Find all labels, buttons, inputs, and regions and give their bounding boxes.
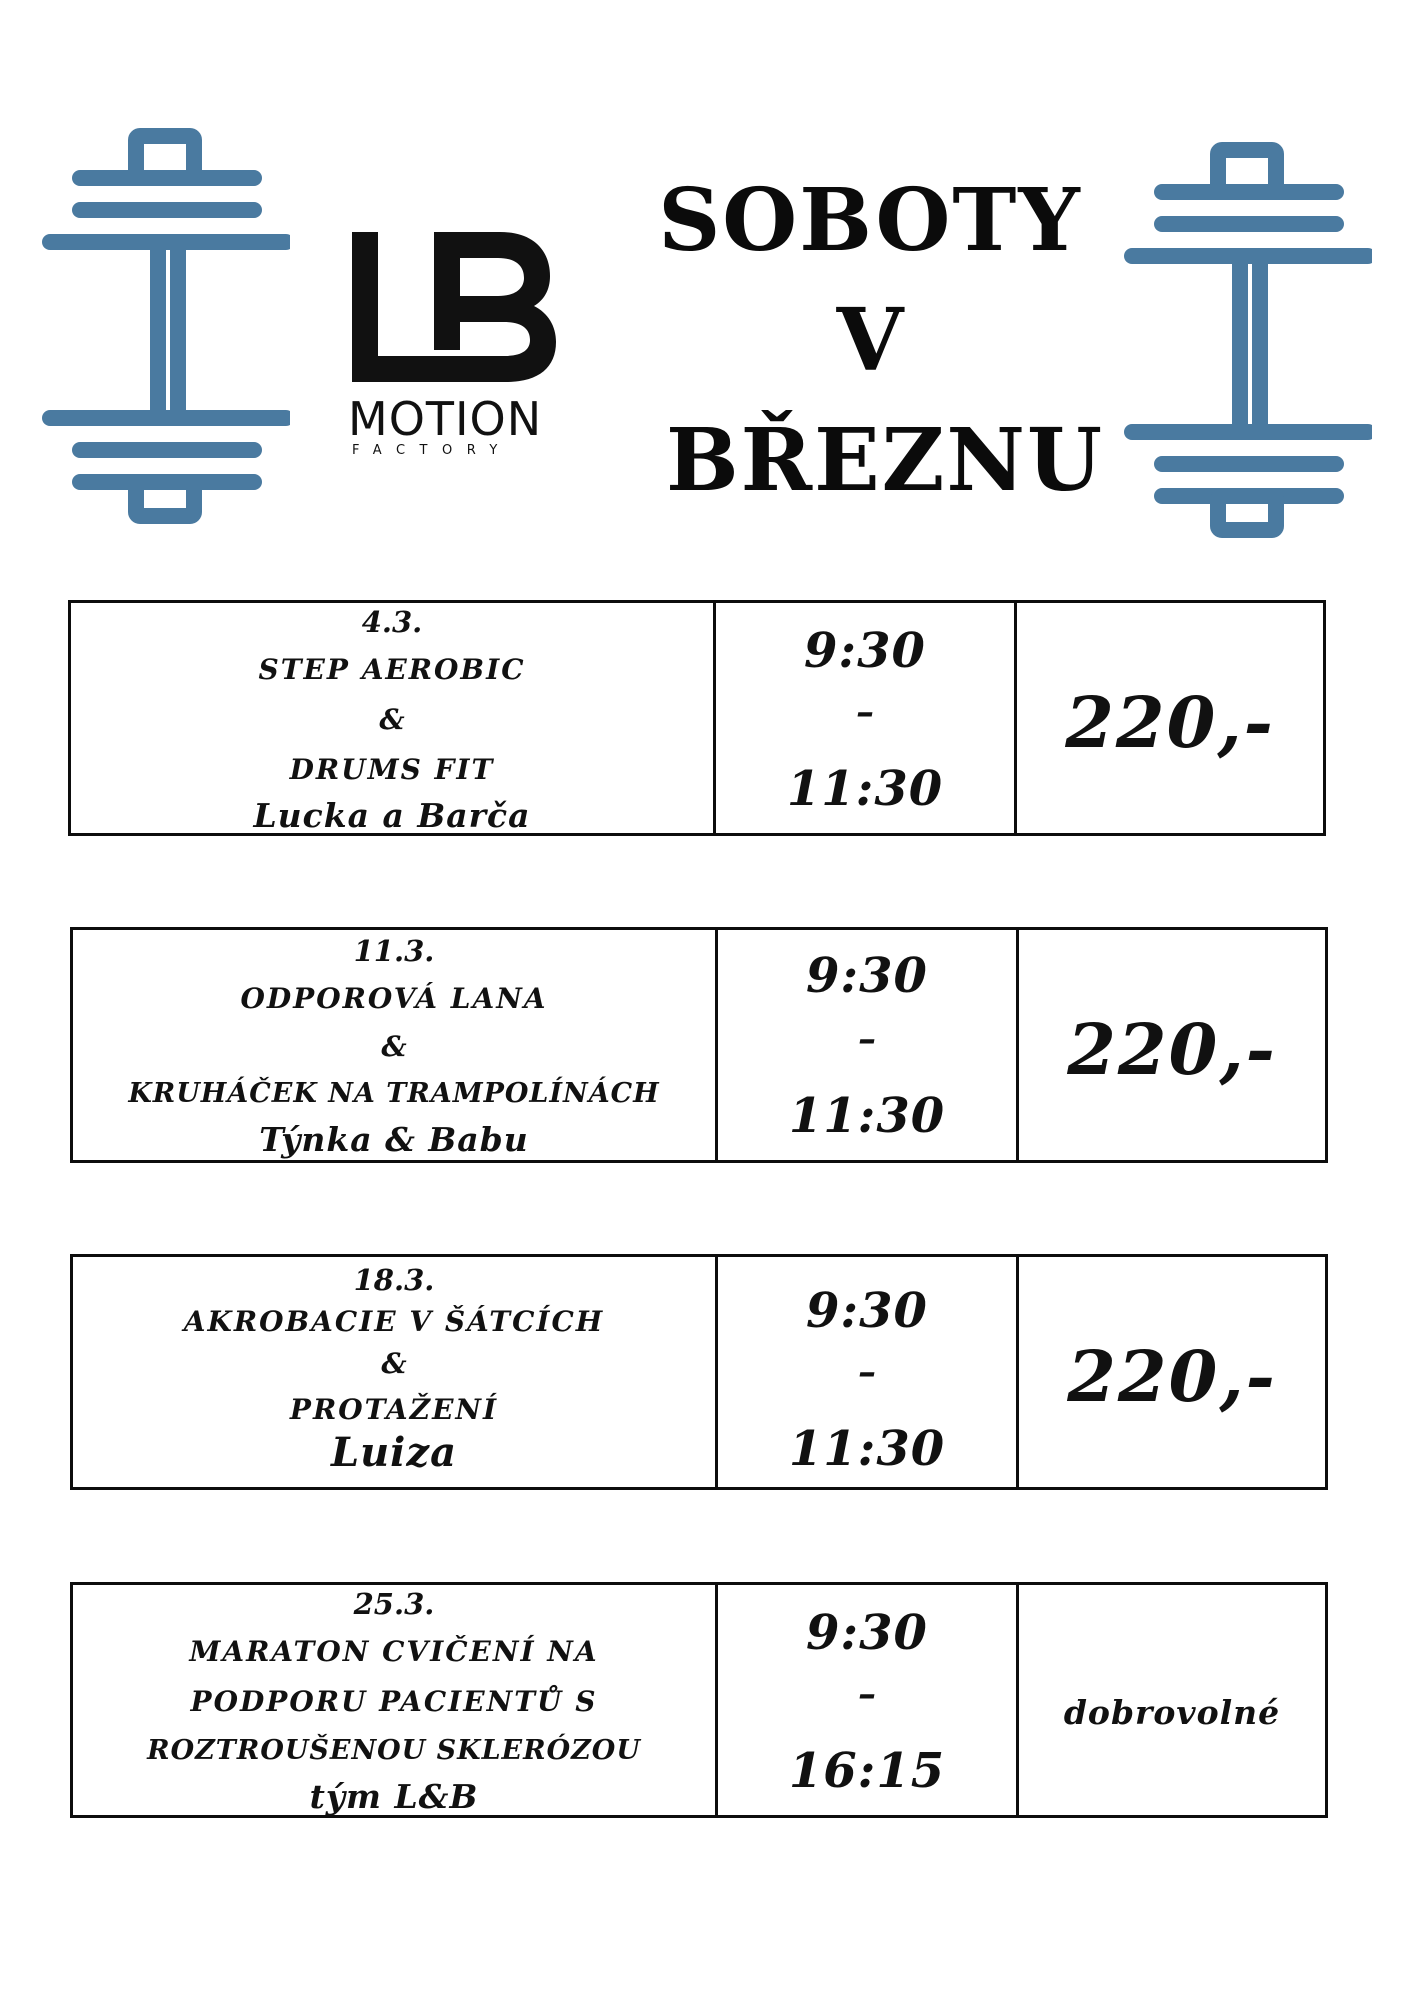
event-title: ROZTROUŠENOU SKLERÓZOU <box>147 1735 641 1766</box>
event-date: 11.3. <box>353 934 435 968</box>
event-price: 220,- <box>1067 1008 1277 1091</box>
dumbbell-right-icon <box>1122 142 1372 542</box>
event-trainer: Lucka a Barča <box>253 796 531 835</box>
event-row <box>70 1254 1328 1490</box>
event-row <box>70 1582 1328 1818</box>
event-end-time: 11:30 <box>788 1421 946 1477</box>
event-end-time: 11:30 <box>786 761 944 817</box>
event-date: 25.3. <box>353 1587 435 1621</box>
lb-motion-factory-logo <box>350 230 560 460</box>
event-row <box>68 600 1326 836</box>
event-title: MARATON CVIČENÍ NA <box>189 1635 599 1668</box>
event-trainer: Týnka & Babu <box>259 1120 529 1159</box>
event-title: & <box>381 1347 407 1380</box>
event-title: PROTAŽENÍ <box>289 1393 499 1426</box>
event-date: 4.3. <box>361 605 423 639</box>
event-info-cell <box>73 930 718 1160</box>
event-title: & <box>381 1030 407 1063</box>
event-price-cell <box>1019 1257 1325 1487</box>
logo-motion-text: MOTION <box>348 392 543 446</box>
event-title: AKROBACIE V ŠÁTCÍCH <box>183 1305 605 1338</box>
event-time-cell <box>718 930 1019 1160</box>
event-time-dash: – <box>858 1673 876 1715</box>
event-price-cell <box>1019 930 1325 1160</box>
event-end-time: 16:15 <box>788 1743 946 1799</box>
event-start-time: 9:30 <box>806 1605 928 1661</box>
logo-factory-text: FACTORY <box>352 443 512 458</box>
headline-line-1: SOBOTY <box>658 170 1082 271</box>
event-title: KRUHÁČEK NA TRAMPOLÍNÁCH <box>128 1078 660 1109</box>
event-trainer: tým L&B <box>309 1777 479 1816</box>
event-title: & <box>379 703 405 736</box>
lb-logo-mark <box>350 230 560 385</box>
event-start-time: 9:30 <box>806 1283 928 1339</box>
event-time-dash: – <box>858 1018 876 1060</box>
event-title: PODPORU PACIENTŮ S <box>190 1685 598 1718</box>
headline-line-2: V <box>836 290 904 391</box>
event-date: 18.3. <box>353 1263 435 1297</box>
event-info-cell <box>73 1257 718 1487</box>
event-price: 220,- <box>1067 1335 1277 1418</box>
event-time-cell <box>716 603 1017 833</box>
event-start-time: 9:30 <box>804 623 926 679</box>
event-title: DRUMS FIT <box>289 753 495 786</box>
event-time-cell <box>718 1585 1019 1815</box>
event-row <box>70 927 1328 1163</box>
event-info-cell <box>73 1585 718 1815</box>
event-price-cell <box>1019 1585 1325 1815</box>
headline-line-3: BŘEZNU <box>665 410 1105 511</box>
event-end-time: 11:30 <box>788 1088 946 1144</box>
event-time-dash: – <box>856 691 874 733</box>
event-start-time: 9:30 <box>806 948 928 1004</box>
event-title: ODPOROVÁ LANA <box>240 982 548 1015</box>
event-info-cell <box>71 603 716 833</box>
event-trainer: Luiza <box>330 1429 458 1476</box>
event-price-cell <box>1017 603 1323 833</box>
event-price: 220,- <box>1065 681 1275 764</box>
event-time-cell <box>718 1257 1019 1487</box>
event-price: dobrovolné <box>1063 1693 1281 1732</box>
event-title: STEP AEROBIC <box>258 653 526 686</box>
dumbbell-left-icon <box>40 128 290 528</box>
event-time-dash: – <box>858 1351 876 1393</box>
